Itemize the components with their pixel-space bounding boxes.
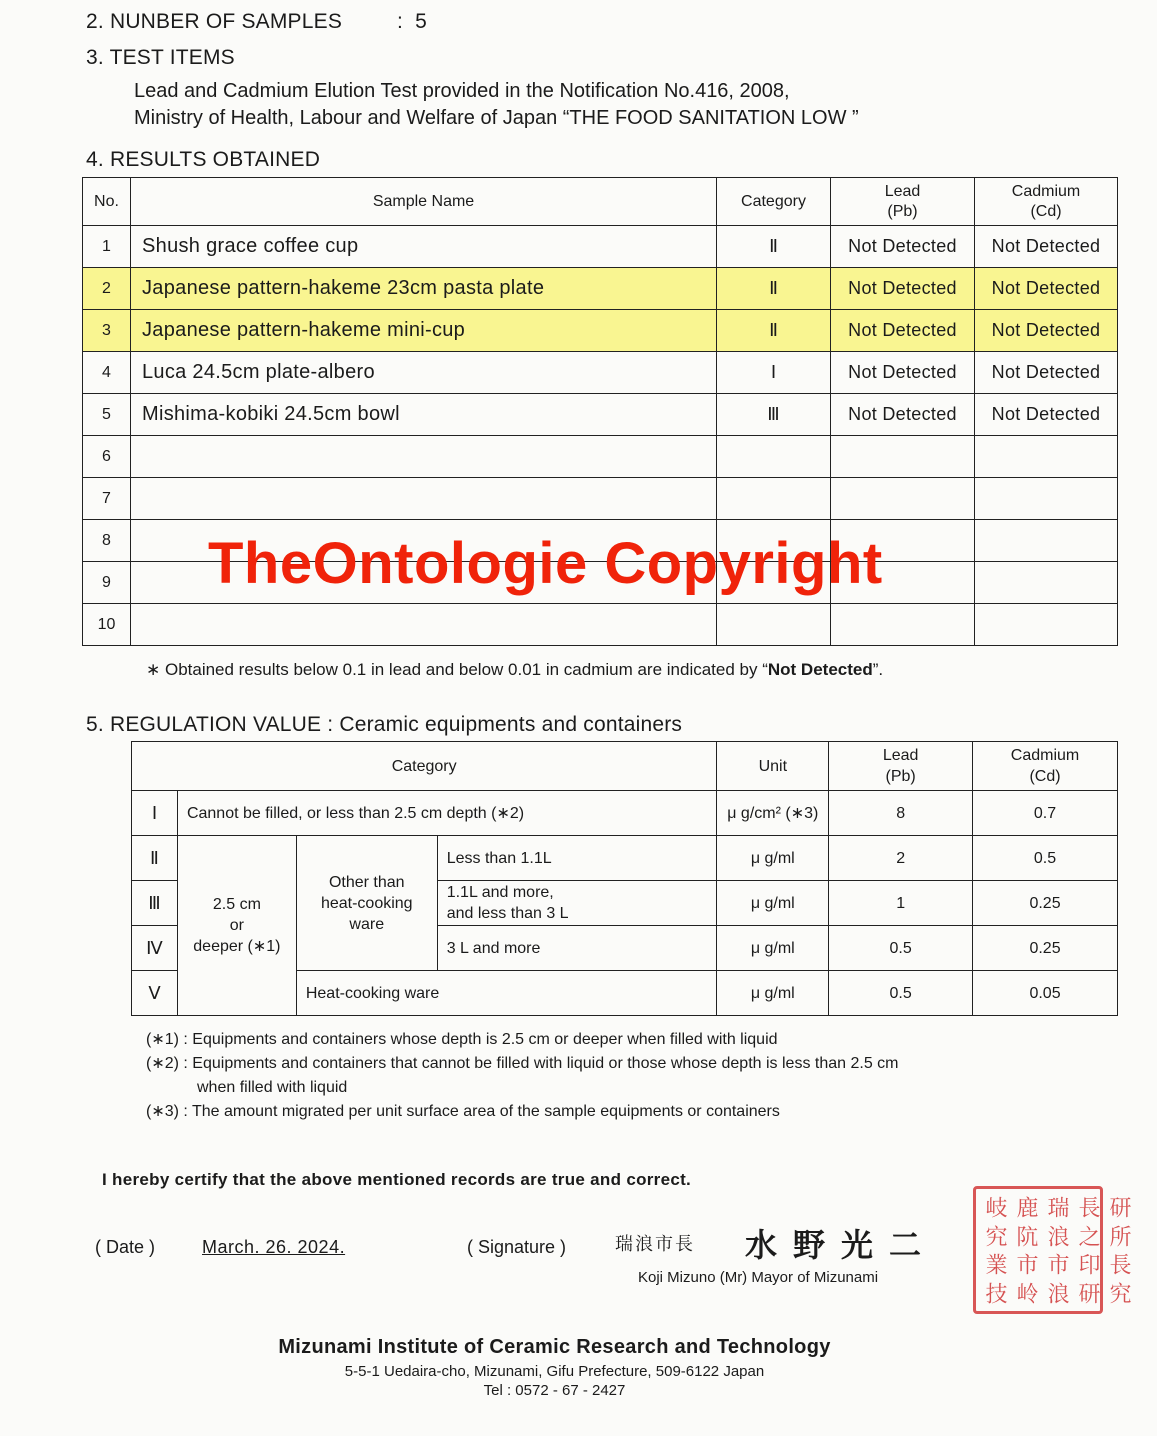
certification-statement: I hereby certify that the above mentioned records are true and correct.	[102, 1170, 692, 1189]
results-row	[83, 604, 1118, 646]
regulation-footnotes	[146, 1028, 899, 1124]
reg-header-cadmium	[973, 742, 1118, 791]
institute-address: 5-5-1 Uedaira-cho, Mizunami, Gifu Prefecture, 509-6122 Japan	[344, 1363, 765, 1380]
results-row-no: 6	[83, 436, 131, 478]
results-row-category: Ⅰ	[717, 352, 831, 394]
reg-row-1	[132, 791, 1118, 836]
seal-glyph: 市	[1045, 1253, 1070, 1276]
seal-glyph: 所	[1107, 1224, 1132, 1247]
results-row-category: Ⅲ	[717, 394, 831, 436]
results-row-no: 7	[83, 478, 131, 520]
seal-glyph: 浪	[1045, 1281, 1070, 1304]
results-row-cadmium	[975, 562, 1118, 604]
reg-header-category: Category	[132, 742, 717, 791]
results-row-sample-name	[131, 478, 717, 520]
reg-row-3-numeral: Ⅲ	[132, 881, 178, 926]
seal-glyph: 之	[1076, 1224, 1101, 1247]
results-row-lead: Not Detected	[831, 226, 975, 268]
samples-separator: :	[397, 10, 404, 33]
results-row	[83, 310, 1118, 352]
seal-glyph: 鹿	[1014, 1196, 1039, 1219]
results-note-bold: Not Detected	[767, 660, 873, 679]
reg-row-2-unit: μ g/ml	[717, 836, 829, 881]
reg-row-4-numeral: Ⅳ	[132, 926, 178, 971]
results-header-row	[83, 178, 1118, 226]
results-row-cadmium: Not Detected	[975, 310, 1118, 352]
results-row-no: 5	[83, 394, 131, 436]
results-row	[83, 352, 1118, 394]
col-header-no: No.	[83, 178, 131, 226]
results-row-lead	[831, 478, 975, 520]
results-row-cadmium: Not Detected	[975, 352, 1118, 394]
reg-row-5-cadmium: 0.05	[973, 971, 1118, 1016]
col-header-cadmium-1: Cadmium	[1011, 182, 1081, 200]
results-row-no: 10	[83, 604, 131, 646]
results-title: 4. RESULTS OBTAINED	[86, 148, 321, 171]
reg-row-4-unit: μ g/ml	[717, 926, 829, 971]
col-header-cadmium-2: (Cd)	[1030, 202, 1062, 220]
col-header-sample: Sample Name	[131, 178, 717, 226]
results-row-cadmium: Not Detected	[975, 268, 1118, 310]
reg-row-3-lead: 1	[829, 881, 973, 926]
seal-glyph: 印	[1076, 1253, 1101, 1276]
results-row-lead	[831, 604, 975, 646]
reg-row-5-numeral: Ⅴ	[132, 971, 178, 1016]
institute-tel: Tel : 0572 - 67 - 2427	[483, 1382, 626, 1399]
seal-glyph: 瑞	[1045, 1196, 1070, 1219]
footnote-2-cont: when filled with liquid	[197, 1079, 348, 1096]
results-row-lead: Not Detected	[831, 352, 975, 394]
results-row-lead: Not Detected	[831, 268, 975, 310]
reg-header-lead	[829, 742, 973, 791]
date-label: ( Date )	[95, 1237, 156, 1257]
samples-value-group	[397, 10, 427, 34]
results-row-lead: Not Detected	[831, 310, 975, 352]
reg-row-4-lead: 0.5	[829, 926, 973, 971]
reg-row-5-lead: 0.5	[829, 971, 973, 1016]
reg-row-1-cadmium: 0.7	[973, 791, 1118, 836]
results-row-sample-name: Japanese pattern-hakeme 23cm pasta plate	[131, 268, 717, 310]
results-row-sample-name	[131, 604, 717, 646]
test-items-description	[134, 78, 859, 132]
seal-glyph: 岐	[983, 1196, 1008, 1219]
reg-row-3-cadmium: 0.25	[973, 881, 1118, 926]
seal-glyph: 研	[1076, 1281, 1101, 1304]
official-seal-stamp	[973, 1186, 1132, 1314]
reg-row-2-desc: Less than 1.1L	[437, 836, 717, 881]
results-row-category	[717, 478, 831, 520]
results-row	[83, 478, 1118, 520]
col-header-lead	[831, 178, 975, 226]
test-items-line2: Ministry of Health, Labour and Welfare of Japan “THE FOOD SANITATION LOW ”	[134, 107, 859, 129]
reg-row-1-lead: 8	[829, 791, 973, 836]
reg-header-cadmium-1: Cadmium	[1010, 747, 1080, 764]
test-items-label: 3. TEST ITEMS	[86, 46, 235, 69]
reg-row-1-desc: Cannot be filled, or less than 2.5 cm depth (∗2)	[177, 791, 716, 836]
results-row-cadmium: Not Detected	[975, 394, 1118, 436]
reg-depth-2: or	[229, 917, 245, 934]
reg-header-row	[132, 742, 1118, 791]
regulation-title: 5. REGULATION VALUE : Ceramic equipments and containers	[86, 713, 683, 736]
reg-row-2-cadmium: 0.5	[973, 836, 1118, 881]
results-row-sample-name: Mishima-kobiki 24.5cm bowl	[131, 394, 717, 436]
results-row-sample-name: Luca 24.5cm plate-albero	[131, 352, 717, 394]
reg-other-cell	[296, 836, 437, 971]
reg-header-cadmium-2: (Cd)	[1029, 768, 1061, 785]
seal-glyph: 浪	[1045, 1224, 1070, 1247]
reg-row-5-unit: μ g/ml	[717, 971, 829, 1016]
col-header-lead-2: (Pb)	[887, 202, 918, 220]
reg-depth-3: deeper (∗1)	[193, 938, 281, 955]
seal-glyph: 阬	[1014, 1224, 1039, 1247]
results-row-no: 8	[83, 520, 131, 562]
reg-header-lead-2: (Pb)	[885, 768, 916, 785]
samples-line	[86, 10, 342, 34]
institute-name: Mizunami Institute of Ceramic Research and Technology	[278, 1336, 831, 1358]
reg-row-2-lead: 2	[829, 836, 973, 881]
results-note	[146, 660, 883, 680]
results-row-category	[717, 436, 831, 478]
seal-glyph: 究	[1107, 1281, 1132, 1304]
seal-glyph: 研	[1107, 1196, 1132, 1219]
seal-glyph: 市	[1014, 1253, 1039, 1276]
reg-header-lead-1: Lead	[882, 747, 919, 764]
institute-block	[0, 1336, 1157, 1399]
reg-row-3-desc-1: 1.1L and more,	[446, 884, 554, 901]
reg-depth-1: 2.5 cm	[212, 896, 261, 913]
results-row	[83, 394, 1118, 436]
footnote-3: (∗3) : The amount migrated per unit surface area of the sample equipments or containers	[146, 1103, 780, 1120]
reg-row-1-unit: μ g/cm² (∗3)	[717, 791, 829, 836]
reg-other-2: heat-cooking	[320, 894, 413, 912]
signature-label: ( Signature )	[467, 1237, 567, 1257]
reg-other-3: ware	[349, 915, 385, 933]
results-row-sample-name: Japanese pattern-hakeme mini-cup	[131, 310, 717, 352]
results-note-prefix: ∗ Obtained results below 0.1 in lead and below 0.01 in cadmium are indicated by “	[146, 660, 768, 679]
results-row-category: Ⅱ	[717, 226, 831, 268]
results-row-cadmium: Not Detected	[975, 226, 1118, 268]
reg-header-unit: Unit	[717, 742, 829, 791]
results-row-no: 2	[83, 268, 131, 310]
results-row-cadmium	[975, 520, 1118, 562]
signature-title-jp: 瑞浪市長	[615, 1234, 695, 1255]
seal-glyph: 技	[983, 1281, 1008, 1304]
seal-glyph: 岭	[1014, 1281, 1039, 1304]
results-row	[83, 436, 1118, 478]
results-note-suffix: ”.	[872, 660, 884, 679]
reg-row-1-numeral: Ⅰ	[132, 791, 178, 836]
samples-label: 2. NUNBER OF SAMPLES	[86, 10, 343, 33]
results-row	[83, 268, 1118, 310]
reg-row-3-desc-2: and less than 3 L	[446, 905, 569, 922]
reg-row-2	[132, 836, 1118, 881]
reg-row-3-unit: μ g/ml	[717, 881, 829, 926]
results-row-no: 4	[83, 352, 131, 394]
reg-row-2-numeral: Ⅱ	[132, 836, 178, 881]
col-header-category: Category	[717, 178, 831, 226]
seal-glyph: 究	[983, 1224, 1008, 1247]
date-value: March. 26. 2024.	[202, 1237, 346, 1257]
signature-english: Koji Mizuno (Mr) Mayor of Mizunami	[638, 1269, 879, 1286]
results-row-category	[717, 604, 831, 646]
footnote-1: (∗1) : Equipments and containers whose depth is 2.5 cm or deeper when filled with liquid	[146, 1031, 778, 1048]
results-row-cadmium	[975, 436, 1118, 478]
seal-glyph: 長	[1107, 1253, 1132, 1276]
seal-glyph: 長	[1076, 1196, 1101, 1219]
results-row	[83, 226, 1118, 268]
seal-glyph: 業	[983, 1253, 1008, 1276]
reg-row-3-desc	[437, 881, 717, 926]
reg-row-4-desc: 3 L and more	[437, 926, 717, 971]
results-row-cadmium	[975, 604, 1118, 646]
results-row-category: Ⅱ	[717, 310, 831, 352]
copyright-watermark: TheOntologie Copyright	[208, 531, 883, 596]
footnote-2: (∗2) : Equipments and containers that cannot be filled with liquid or those whose depth is less than 2.5 cm	[146, 1055, 899, 1072]
results-row-no: 3	[83, 310, 131, 352]
reg-other-1: Other than	[328, 873, 405, 891]
col-header-cadmium	[975, 178, 1118, 226]
reg-row-5-desc: Heat-cooking ware	[296, 971, 717, 1016]
results-row-no: 9	[83, 562, 131, 604]
results-row-sample-name: Shush grace coffee cup	[131, 226, 717, 268]
reg-row-4-cadmium: 0.25	[973, 926, 1118, 971]
results-row-lead	[831, 436, 975, 478]
regulation-table	[131, 741, 1118, 1016]
test-items-line1: Lead and Cadmium Elution Test provided in the Notification No.416, 2008,	[134, 80, 790, 102]
results-row-no: 1	[83, 226, 131, 268]
results-row-cadmium	[975, 478, 1118, 520]
reg-depth-cell	[177, 836, 296, 1016]
results-row-category: Ⅱ	[717, 268, 831, 310]
col-header-lead-1: Lead	[884, 182, 921, 200]
results-row-sample-name	[131, 436, 717, 478]
signature-name-jp: 水野光二	[745, 1226, 938, 1264]
samples-value: 5	[415, 10, 428, 33]
results-row-lead: Not Detected	[831, 394, 975, 436]
